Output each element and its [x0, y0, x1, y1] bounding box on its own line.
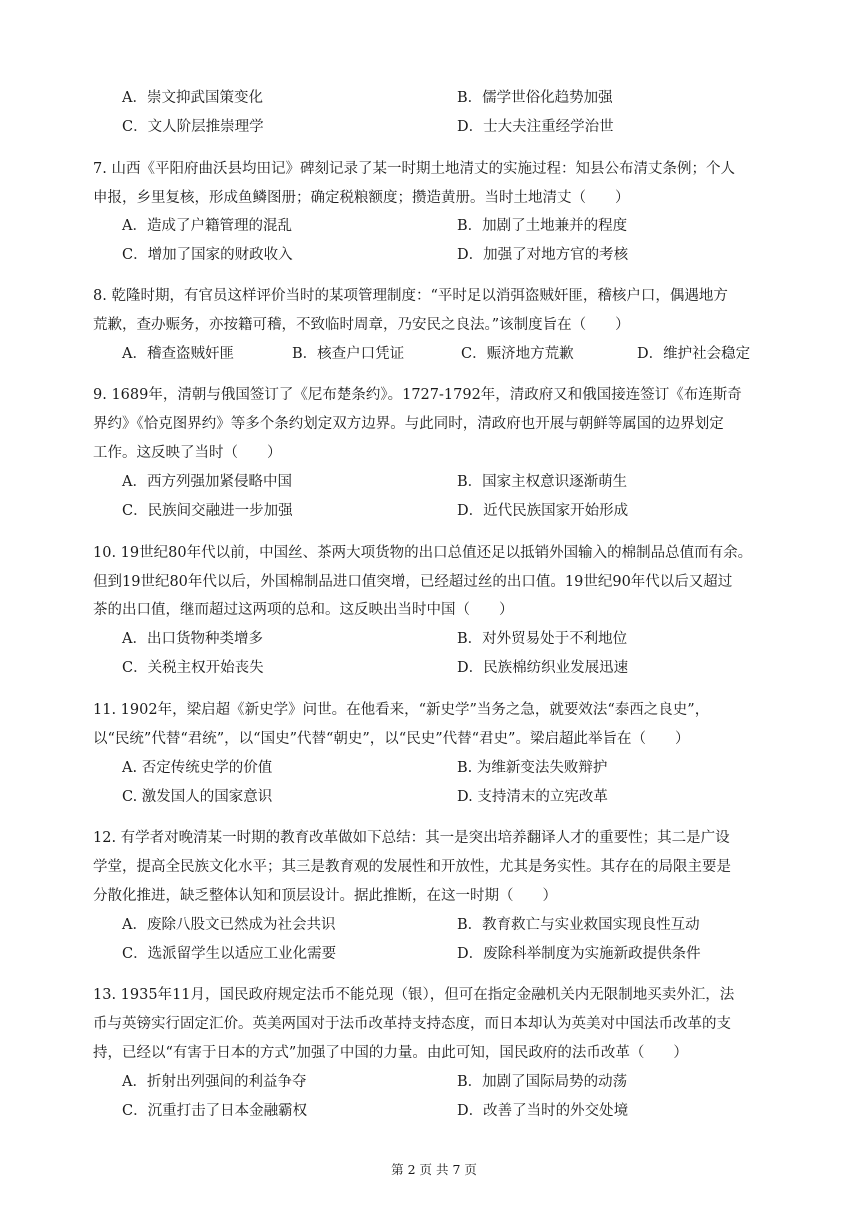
q7-stem-line-2: 申报，乡里复核，形成鱼鳞图册；确定税粮额度；攒造黄册。当时土地清丈（ ）	[93, 190, 630, 206]
q6-option-b: B．儒学世俗化趋势加强	[457, 90, 613, 106]
page-footer: 第 2 页 共 7 页	[391, 1162, 477, 1177]
q12-stem-line-1: 12. 有学者对晚清某一时期的教育改革做如下总结：其一是突出培养翻译人才的重要性；其二是广设	[93, 830, 730, 846]
q6-option-a: A．崇文抑武国策变化	[122, 90, 263, 106]
q9-stem-line-1: 9. 1689年，清朝与俄国签订了《尼布楚条约》。1727-1792年，清政府又和俄国接连签订《布连斯奇	[93, 387, 742, 403]
q9-option-b: B．国家主权意识逐渐萌生	[457, 474, 628, 490]
q7-option-c: C．增加了国家的财政收入	[122, 247, 293, 263]
q12-option-b: B．教育救亡与实业救国实现良性互动	[457, 917, 700, 933]
q13-stem-line-3: 持，已经以“有害于日本的方式”加强了中国的力量。由此可知，国民政府的法币改革（ ）	[93, 1045, 688, 1061]
q9-option-a: A．西方列强加紧侵略中国	[122, 474, 292, 490]
q13-stem-line-2: 币与英镑实行固定汇价。英美两国对于法币改革持支持态度，而日本却认为英美对中国法币改革的支	[93, 1016, 731, 1032]
q8-option-c: C．赈济地方荒歉	[461, 346, 574, 362]
q10-option-d: D．民族棉纺织业发展迅速	[457, 660, 629, 676]
q7-stem-line-1: 7. 山西《平阳府曲沃县均田记》碑刻记录了某一时期土地清丈的实施过程：知县公布清丈条例；个人	[93, 161, 735, 177]
q9-stem-line-2: 界约》《恰克图界约》等多个条约划定双方边界。与此同时，清政府也开展与朝鲜等属国的边界划定	[93, 416, 724, 432]
q6-option-c: C．文人阶层推崇理学	[122, 119, 264, 135]
q11-stem-line-2: 以“民统”代替“君统”，以“国史”代替“朝史”，以“民史”代替“君史”。梁启超此举旨在（ ）	[93, 731, 690, 747]
q11-stem-line-1: 11. 1902年，梁启超《新史学》问世。在他看来，“新史学”当务之急，就要效法“泰西之良史”，	[93, 702, 710, 718]
q13-stem-line-1: 13. 1935年11月，国民政府规定法币不能兑现（银），但可在指定金融机关内无限制地买卖外汇，法	[93, 987, 735, 1003]
q10-option-b: B．对外贸易处于不利地位	[457, 631, 628, 647]
q11-option-d: D. 支持清末的立宪改革	[457, 789, 608, 805]
q11-option-a: A. 否定传统史学的价值	[122, 760, 273, 776]
q11-option-c: C. 激发国人的国家意识	[122, 789, 273, 805]
q8-stem-line-1: 8. 乾隆时期，有官员这样评价当时的某项管理制度：“平时足以消弭盗贼奸匪，稽核户口，偶遇地方	[93, 288, 728, 304]
q7-option-d: D．加强了对地方官的考核	[457, 247, 629, 263]
q12-stem-line-3: 分散化推进，缺乏整体认知和顶层设计。据此推断，在这一时期（ ）	[93, 888, 557, 904]
q9-option-d: D．近代民族国家开始形成	[457, 503, 629, 519]
q8-option-b: B．核查户口凭证	[292, 346, 405, 362]
q8-option-a: A．稽查盗贼奸匪	[122, 346, 234, 362]
q8-stem-line-2: 荒歉，查办赈务，亦按籍可稽，不致临时周章，乃安民之良法。”该制度旨在（ ）	[93, 317, 630, 333]
q10-option-c: C．关税主权开始丧失	[122, 660, 264, 676]
q12-option-c: C．选派留学生以适应工业化需要	[122, 946, 337, 962]
q13-option-c: C．沉重打击了日本金融霸权	[122, 1103, 308, 1119]
q13-option-b: B．加剧了国际局势的动荡	[457, 1074, 628, 1090]
q12-option-d: D．废除科举制度为实施新政提供条件	[457, 946, 701, 962]
q10-stem-line-2: 但到19世纪80年代以后，外国棉制品进口值突增，已经超过丝的出口值。19世纪90年代以后又超过	[93, 574, 733, 590]
q9-stem-line-3: 工作。这反映了当时（ ）	[93, 445, 282, 461]
q13-option-a: A．折射出列强间的利益争夺	[122, 1074, 307, 1090]
q7-option-b: B．加剧了土地兼并的程度	[457, 218, 628, 234]
q8-option-d: D．维护社会稳定	[637, 346, 751, 362]
q10-stem-line-3: 茶的出口值，继而超过这两项的总和。这反映出当时中国（ ）	[93, 602, 514, 618]
q10-stem-line-1: 10. 19世纪80年代以前，中国丝、茶两大项货物的出口总值还足以抵销外国输入的棉制品总值而有余。	[93, 545, 753, 561]
q7-option-a: A．造成了户籍管理的混乱	[122, 218, 292, 234]
q9-option-c: C．民族间交融进一步加强	[122, 503, 293, 519]
q10-option-a: A．出口货物种类增多	[122, 631, 263, 647]
q6-option-d: D．士大夫注重经学治世	[457, 119, 614, 135]
q12-stem-line-2: 学堂，提高全民族文化水平；其三是教育观的发展性和开放性，尤其是务实性。其存在的局限主要是	[93, 859, 731, 875]
q12-option-a: A．废除八股文已然成为社会共识	[122, 917, 336, 933]
q13-option-d: D．改善了当时的外交处境	[457, 1103, 629, 1119]
q11-option-b: B. 为维新变法失败辩护	[457, 760, 608, 776]
